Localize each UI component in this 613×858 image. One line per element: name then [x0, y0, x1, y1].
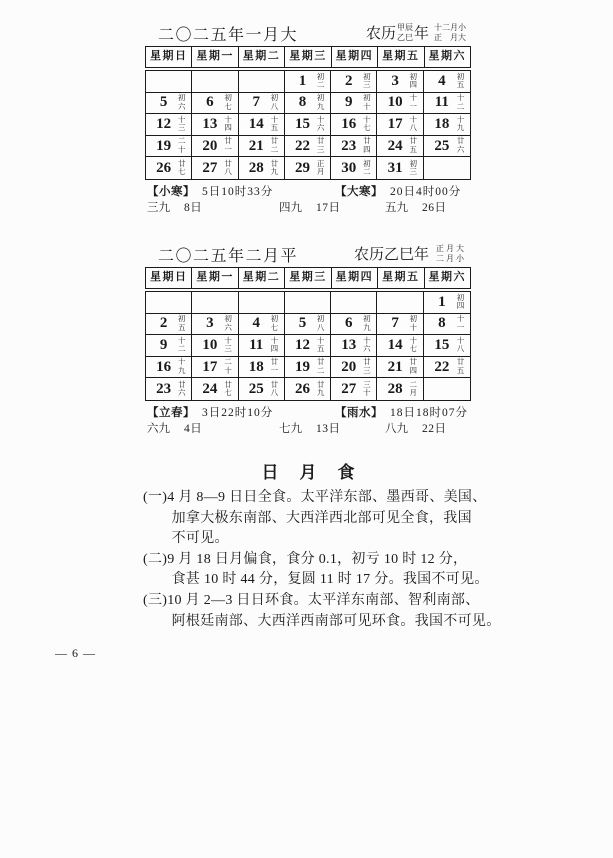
calendar-cell: [192, 114, 238, 136]
day-number: 25: [248, 380, 264, 397]
eclipse-section: [143, 458, 501, 632]
weekday-label: 星期一: [192, 47, 238, 67]
lunar-day-label: 廿五: [409, 136, 417, 155]
nine-period: [279, 420, 385, 436]
calendar-cell: [239, 357, 285, 379]
day-number: 15: [294, 115, 310, 132]
calendar-cell: [192, 71, 238, 93]
lunar-day-label: 十一: [409, 93, 417, 111]
lunar-months-stack: [436, 244, 466, 263]
calendar-cell: [192, 157, 238, 179]
weekday-header-row: [145, 46, 471, 68]
lunar-day-label: 廿六: [178, 379, 186, 398]
day-number: 28: [387, 380, 403, 397]
calendar-cell: [331, 157, 377, 179]
nine-period-day: 8日: [184, 201, 203, 214]
calendar-cell: [331, 314, 377, 336]
lunar-day-label: 十八: [456, 335, 465, 354]
lunar-day-label: 廿二: [316, 357, 325, 376]
lunar-day-label: 廿九: [270, 158, 279, 177]
day-number: 1: [438, 293, 446, 310]
lunar-months-bottom: 正 月大: [434, 32, 466, 42]
calendar-cell: [192, 314, 238, 336]
solar-term-time: 5日10时33分: [202, 185, 274, 198]
nine-period: [147, 420, 279, 436]
nine-period-name: 四九: [279, 201, 302, 214]
lunar-day-label: 初九: [363, 314, 371, 332]
calendar-cell: [285, 357, 331, 379]
day-number: 4: [252, 315, 260, 332]
solar-term: [147, 404, 335, 420]
solar-term-time: 3日22时10分: [202, 406, 274, 419]
weekday-label: 星期三: [285, 47, 331, 67]
day-number: 30: [341, 159, 357, 176]
calendar-cell: [331, 335, 377, 357]
weekday-header-row: [145, 267, 471, 289]
lunar-day-label: 廿一: [224, 136, 232, 155]
weekday-label: 星期四: [332, 268, 378, 288]
day-number: 8: [438, 315, 446, 332]
day-number: 5: [298, 315, 307, 332]
calendar-cell: [424, 114, 470, 136]
calendar-cell: [377, 378, 423, 400]
lunar-day-label: 初八: [270, 93, 279, 111]
calendar-cell: [377, 357, 423, 379]
weekday-label: 星期三: [285, 268, 331, 288]
weekday-label: 星期一: [192, 268, 238, 288]
lunar-months-bottom: 二月小: [436, 253, 466, 263]
weekday-label: 星期五: [378, 47, 424, 67]
lunar-day-label: 十三: [178, 114, 186, 133]
lunar-day-label: 初六: [224, 314, 232, 332]
nine-period-name: 七九: [279, 422, 302, 435]
day-number: 14: [248, 115, 264, 132]
calendar-cell: [377, 314, 423, 336]
day-number: 19: [294, 358, 310, 375]
day-number: 29: [294, 159, 310, 176]
calendar-cell: [285, 378, 331, 400]
calendar-grid: [145, 291, 471, 401]
month-section-january: [145, 22, 471, 215]
day-number: 11: [434, 94, 449, 111]
lunar-day-label: 初二: [363, 158, 371, 177]
lunar-year-bottom: 乙巳: [396, 32, 413, 42]
lunar-months-top: 正月大: [436, 243, 466, 253]
calendar-cell: [424, 357, 470, 379]
lunar-day-label: 初九: [316, 93, 325, 111]
solar-term-time: 18日18时07分: [390, 406, 468, 419]
lunar-day-label: 初二: [316, 71, 325, 90]
calendar-cell: [331, 357, 377, 379]
calendar-cell: [146, 357, 192, 379]
calendar-cell: [146, 378, 192, 400]
lunar-day-label: 初三: [363, 71, 371, 90]
lunar-day-label: 十九: [456, 114, 465, 133]
calendar-cell: [285, 136, 331, 158]
lunar-day-label: 廿三: [363, 357, 371, 376]
lunar-prefix: 农历: [365, 26, 396, 42]
day-number: 22: [294, 137, 310, 154]
lunar-day-label: 二十: [224, 357, 232, 376]
nine-period-day: 17日: [316, 201, 341, 214]
calendar-cell: [146, 136, 192, 158]
day-number: 12: [156, 115, 172, 132]
calendar-cell: [377, 292, 423, 314]
calendar-cell: [424, 157, 470, 179]
eclipse-text-line: 不可见。: [143, 531, 229, 547]
day-number: 10: [202, 336, 218, 353]
nine-period: [147, 199, 279, 215]
calendar-cell: [424, 71, 470, 93]
day-number: 20: [202, 137, 218, 154]
day-number: 18: [248, 358, 264, 375]
calendar-cell: [239, 136, 285, 158]
calendar-cell: [424, 292, 470, 314]
month-section-february: [145, 243, 471, 436]
lunar-day-label: 初五: [178, 314, 186, 332]
lunar-day-label: 十六: [363, 335, 371, 354]
calendar-cell: [285, 314, 331, 336]
solar-terms-row: [145, 183, 471, 199]
day-number: 10: [387, 94, 403, 111]
page-number: — 6 —: [55, 646, 96, 660]
lunar-day-label: 廿八: [224, 158, 232, 177]
day-number: 3: [206, 315, 214, 332]
lunar-year-header: [366, 22, 467, 43]
day-number: 18: [434, 115, 450, 132]
day-number: 7: [252, 94, 260, 111]
day-number: 28: [248, 159, 264, 176]
lunar-day-label: 三十: [363, 379, 371, 398]
calendar-cell: [331, 114, 377, 136]
calendar-cell: [192, 335, 238, 357]
nine-period-day: 4日: [184, 422, 203, 435]
calendar-cell: [377, 136, 423, 158]
calendar-cell: [239, 378, 285, 400]
lunar-day-label: 初三: [409, 158, 417, 177]
day-number: 13: [341, 336, 357, 353]
weekday-label: 星期六: [428, 271, 466, 283]
lunar-day-label: 廿四: [409, 357, 417, 376]
calendar-cell: [192, 93, 238, 115]
solar-term: [335, 183, 461, 199]
day-number: 1: [298, 72, 307, 89]
solar-term-name: 【立春】: [147, 406, 195, 419]
day-number: 2: [159, 315, 168, 332]
calendar-cell: [239, 157, 285, 179]
eclipse-text-line: 食甚 10 时 44 分，复圆 11 时 17 分。我国不可见。: [143, 572, 489, 588]
calendar-cell: [192, 378, 238, 400]
lunar-day-label: 十二: [456, 93, 465, 111]
day-number: 25: [434, 137, 450, 154]
calendar-cell: [285, 157, 331, 179]
eclipse-text-line: 阿根廷南部、大西洋西南部可见环食。我国不可见。: [143, 613, 501, 629]
lunar-day-label: 廿三: [316, 136, 325, 155]
solar-term-name: 【雨水】: [335, 406, 383, 419]
solar-term-time: 20日4时00分: [390, 185, 462, 198]
calendar-cell: [239, 93, 285, 115]
month-header: [145, 22, 471, 44]
weekday-label: 星期日: [146, 268, 192, 288]
solar-term-name: 【小寒】: [147, 185, 195, 198]
nine-period-name: 六九: [147, 422, 170, 435]
lunar-day-label: 十八: [409, 114, 417, 133]
calendar-cell: [285, 71, 331, 93]
weekday-label: 星期六: [428, 50, 466, 62]
lunar-day-label: 初七: [270, 314, 279, 332]
month-header: [145, 243, 471, 265]
calendar-cell: [239, 314, 285, 336]
calendar-cell: [424, 335, 470, 357]
day-number: 21: [248, 137, 264, 154]
lunar-day-label: 初四: [456, 292, 465, 311]
lunar-year-suffix: 年: [413, 26, 429, 42]
lunar-months-top: 十二月小: [434, 22, 466, 32]
weekday-label: 星期二: [239, 47, 285, 67]
calendar-cell: [285, 93, 331, 115]
eclipse-body: [143, 488, 501, 632]
calendar-cell: [331, 136, 377, 158]
lunar-day-label: 廿七: [178, 158, 186, 177]
lunar-day-label: 初七: [224, 93, 232, 111]
calendar-cell: [331, 93, 377, 115]
calendar-cell: [192, 292, 238, 314]
calendar-cell: [239, 292, 285, 314]
lunar-day-label: 十九: [178, 357, 186, 376]
calendar-cell: [285, 335, 331, 357]
lunar-day-label: 廿九: [316, 379, 325, 398]
day-number: 15: [434, 336, 450, 353]
calendar-cell: [146, 71, 192, 93]
day-number: 16: [341, 115, 357, 132]
lunar-months-stack: [434, 23, 466, 42]
lunar-day-label: 廿七: [224, 379, 232, 398]
calendar-cell: [146, 292, 192, 314]
weekday-label: 星期四: [332, 47, 378, 67]
day-number: 13: [202, 115, 218, 132]
day-number: 17: [387, 115, 403, 132]
day-number: 5: [159, 94, 168, 111]
lunar-day-label: 初十: [409, 314, 417, 332]
nine-period-name: 八九: [385, 422, 408, 435]
weekday-label: 星期日: [146, 47, 192, 67]
lunar-prefix: 农历乙巳年: [353, 247, 429, 263]
calendar-cell: [377, 335, 423, 357]
day-number: 24: [387, 137, 403, 154]
month-title: 二〇二五年二月平: [158, 248, 299, 265]
day-number: 14: [387, 336, 403, 353]
month-title: 二〇二五年一月大: [158, 27, 299, 44]
day-number: 9: [345, 94, 353, 111]
day-number: 21: [387, 358, 403, 375]
day-number: 6: [345, 315, 353, 332]
calendar-cell: [146, 335, 192, 357]
day-number: 6: [206, 94, 214, 111]
solar-term: [147, 183, 335, 199]
calendar-cell: [146, 314, 192, 336]
day-number: 7: [391, 315, 399, 332]
day-number: 17: [202, 358, 218, 375]
lunar-day-label: 初十: [363, 93, 371, 111]
eclipse-text-line: 加拿大极东南部、大西洋西北部可见全食，我国: [143, 510, 472, 526]
nine-periods-row: [145, 420, 471, 436]
calendar-cell: [192, 136, 238, 158]
lunar-day-label: 十七: [409, 335, 417, 354]
day-number: 20: [341, 358, 357, 375]
calendar-cell: [331, 292, 377, 314]
eclipse-title: 日 月 食: [261, 463, 357, 482]
lunar-day-label: 初五: [456, 71, 465, 90]
calendar-cell: [424, 314, 470, 336]
solar-term-name: 【大寒】: [335, 185, 383, 198]
day-number: 24: [202, 380, 218, 397]
nine-period-name: 三九: [147, 201, 170, 214]
calendar-cell: [239, 114, 285, 136]
lunar-day-label: 初六: [178, 93, 186, 111]
lunar-day-label: 初八: [316, 314, 325, 332]
solar-terms-row: [145, 404, 471, 420]
nine-period-day: 13日: [316, 422, 341, 435]
calendar-cell: [192, 357, 238, 379]
day-number: 22: [434, 358, 450, 375]
eclipse-text-line: (二)9 月 18 日月偏食，食分 0.1，初亏 10 时 12 分，: [143, 551, 468, 567]
lunar-day-label: 正月: [316, 158, 325, 177]
lunar-day-label: 十四: [270, 335, 279, 354]
lunar-day-label: 廿四: [363, 136, 371, 155]
lunar-day-label: 十一: [456, 314, 465, 332]
day-number: 4: [438, 72, 446, 89]
nine-period: [385, 199, 447, 215]
day-number: 11: [249, 336, 264, 353]
calendar-grid: [145, 70, 471, 180]
calendar-cell: [239, 71, 285, 93]
day-number: 3: [391, 72, 399, 89]
lunar-day-label: 十五: [270, 114, 279, 133]
day-number: 19: [156, 137, 172, 154]
nine-period-name: 五九: [385, 201, 408, 214]
lunar-day-label: 十四: [224, 114, 232, 133]
lunar-year-header: [354, 243, 467, 264]
eclipse-text-line: (三)10 月 2—3 日日环食。太平洋东南部、智利南部、: [143, 592, 480, 608]
day-number: 8: [298, 94, 307, 111]
lunar-day-label: 十五: [316, 335, 325, 354]
lunar-day-label: 廿六: [456, 136, 465, 155]
day-number: 2: [345, 72, 353, 89]
day-number: 27: [341, 380, 357, 397]
weekday-label: 星期五: [378, 268, 424, 288]
nine-period: [385, 420, 447, 436]
eclipse-text-line: (一)4 月 8—9 日日全食。太平洋东部、墨西哥、美国、: [143, 490, 487, 505]
nine-period-day: 22日: [422, 422, 447, 435]
day-number: 23: [156, 380, 172, 397]
calendar-cell: [377, 93, 423, 115]
lunar-day-label: 廿二: [270, 136, 279, 155]
calendar-cell: [424, 136, 470, 158]
lunar-day-label: 十七: [363, 114, 371, 133]
lunar-year-top: 甲辰: [396, 22, 413, 32]
day-number: 16: [156, 358, 172, 375]
nine-periods-row: [145, 199, 471, 215]
calendar-cell: [377, 114, 423, 136]
solar-term: [335, 404, 468, 420]
weekday-label: 星期二: [239, 268, 285, 288]
day-number: 9: [159, 336, 168, 353]
calendar-cell: [424, 378, 470, 400]
calendar-cell: [146, 157, 192, 179]
day-number: 31: [387, 159, 403, 176]
lunar-day-label: 廿一: [270, 357, 279, 376]
day-number: 26: [294, 380, 310, 397]
day-number: 23: [341, 137, 357, 154]
lunar-day-label: 初四: [409, 71, 417, 90]
day-number: 26: [156, 159, 172, 176]
calendar-cell: [285, 114, 331, 136]
calendar-cell: [377, 157, 423, 179]
lunar-day-label: 十六: [316, 114, 325, 133]
lunar-day-label: 二十: [178, 136, 186, 155]
lunar-day-label: 廿八: [270, 379, 279, 398]
calendar-cell: [377, 71, 423, 93]
nine-period-day: 26日: [422, 201, 447, 214]
calendar-cell: [146, 93, 192, 115]
day-number: 12: [294, 336, 310, 353]
calendar-cell: [331, 378, 377, 400]
lunar-day-label: 十二: [178, 335, 186, 354]
nine-period: [279, 199, 385, 215]
calendar-cell: [146, 114, 192, 136]
calendar-cell: [285, 292, 331, 314]
calendar-cell: [239, 335, 285, 357]
lunar-day-label: 二月: [409, 379, 417, 398]
lunar-day-label: 十三: [224, 335, 232, 354]
lunar-day-label: 廿五: [456, 357, 465, 376]
calendar-cell: [331, 71, 377, 93]
lunar-year-stack: [397, 23, 413, 42]
day-number: 27: [202, 159, 218, 176]
calendar-cell: [424, 93, 470, 115]
